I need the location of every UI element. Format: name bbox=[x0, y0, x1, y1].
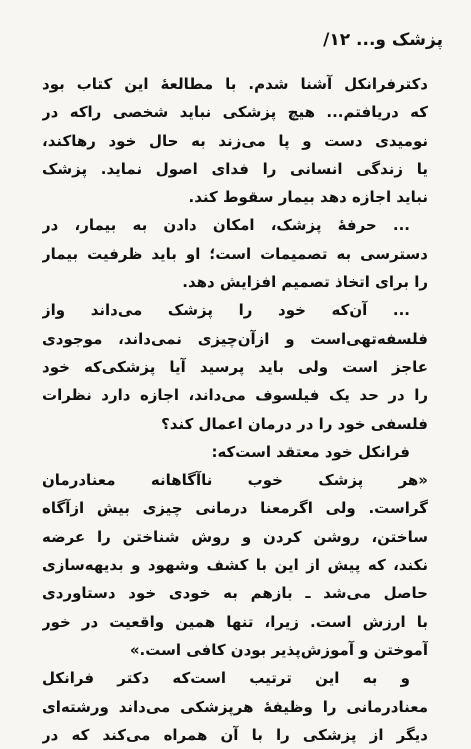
text-line: با ارزش است. زیرا، تنها همین واقعیت در خور bbox=[42, 612, 428, 631]
text-line: عاجز است ولی باید پرسید آیا پزشکی‌که خود bbox=[42, 357, 428, 376]
text-line: فلسفه‌تهی‌است و ازآن‌چیزی نمی‌داند، موجودی bbox=[42, 329, 428, 348]
text-line: دکترفرانکل آشنا شدم. با مطالعهٔ این کتاب بود bbox=[42, 75, 428, 93]
text-line: که دریافتم... هیچ پزشکی نباید شخصی راکه در bbox=[42, 103, 428, 122]
text-line: نومیدی دست و پا می‌زند به حال خود رهاکند، bbox=[42, 131, 428, 150]
text-line: معنادرمانی را وظیفهٔ هرپزشکی می‌داند ورشته‌ای bbox=[42, 697, 428, 716]
text-line: دسترسی به تصمیمات است؛ او باید ظرفیت بیمار bbox=[42, 244, 428, 263]
text-line: و به این ترتیب است‌که دکتر فرانکل bbox=[42, 669, 410, 688]
text-line: ... حرفهٔ پزشک، امکان دادن به بیمار، در bbox=[42, 216, 410, 235]
text-line: فلسفی خود را در درمان اعمال کند؟ bbox=[161, 414, 428, 433]
text-line: فرانکل خود معتقد است‌که: bbox=[211, 442, 410, 461]
text-line: ... آن‌که خود را پزشک می‌داند واز bbox=[42, 301, 410, 320]
text-line: یا زندگی انسانی را فدای اصول نماید. پزشک bbox=[42, 159, 428, 178]
text-line: نباید اجازه دهد بیمار سقوط کند. bbox=[188, 188, 428, 207]
text-line: آموختن و آموزش‌پذیر بودن کافی است.» bbox=[129, 640, 428, 659]
text-line: را برای اتخاذ تصمیم افزایش دهد. bbox=[182, 273, 428, 292]
text-line: نکند، که پیش از این با کشف وشهود و بدیهه‌سازی bbox=[42, 556, 428, 575]
running-header: پزشک و... ۱۲/ bbox=[323, 30, 443, 50]
text-line: «هر پزشک خوب ناآگاهانه معنادرمان bbox=[42, 471, 428, 490]
body-text bbox=[42, 70, 428, 749]
text-line: گراست. ولی اگرمعنا درمانی چیزی بیش ازآگاه bbox=[42, 499, 428, 518]
text-line: حاصل می‌شد ـ بازهم به خودی خود دستاوردی bbox=[42, 584, 428, 603]
text-line: دیگر از پزشکی را با آن همراه می‌کند که در bbox=[42, 725, 428, 744]
text-line: را در حد یک فیلسوف می‌داند، اجازه دارد نظرات bbox=[42, 386, 428, 405]
text-line: ساختن، روشن کردن و روش شناختن را عرضه bbox=[42, 527, 428, 546]
